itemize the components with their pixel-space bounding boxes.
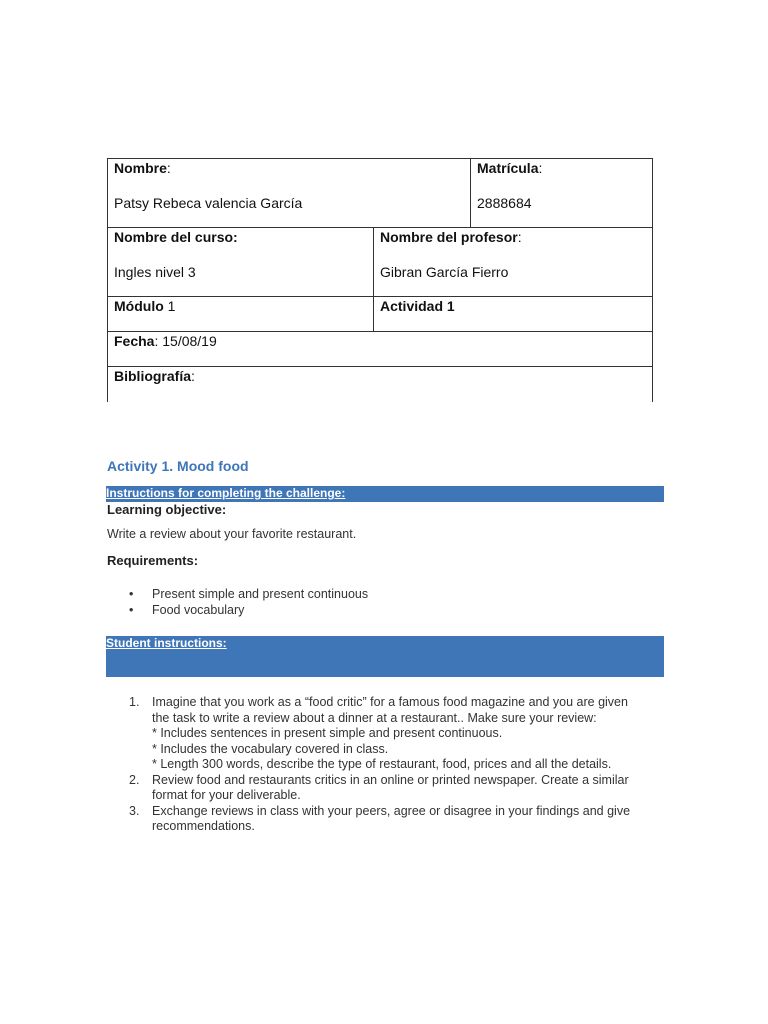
step-line: * Length 300 words, describe the type of restaurant, food, prices and all the details.: [152, 757, 612, 771]
matricula-value: 2888684: [477, 195, 532, 211]
step-line: Imagine that you work as a “food critic” for a famous food magazine and you are given: [152, 695, 628, 709]
activity-title: Activity 1. Mood food: [107, 458, 249, 474]
requirements-list: [107, 586, 368, 618]
nombre-cell: Nombre: Patsy Rebeca valencia García: [108, 159, 471, 228]
learning-objective-text: Write a review about your favorite restaurant.: [107, 527, 357, 541]
step-line: * Includes sentences in present simple and present continuous.: [152, 726, 503, 740]
actividad-label: Actividad 1: [380, 298, 455, 314]
step-number: 3.: [129, 803, 140, 818]
bibliografia-label: Bibliografía: [114, 368, 192, 384]
list-item: • Present simple and present continuous: [107, 586, 368, 602]
curso-label: Nombre del curso:: [114, 229, 238, 245]
step-line: recommendations.: [152, 819, 255, 833]
bibliografia-cell: Bibliografía:: [108, 367, 653, 402]
requirements-label: Requirements:: [107, 553, 199, 568]
step-line: * Includes the vocabulary covered in class.: [152, 741, 389, 756]
step-number: 1.: [129, 695, 140, 709]
modulo-cell: [108, 297, 374, 332]
actividad-cell: [374, 297, 653, 332]
list-item: • Food vocabulary: [107, 602, 368, 618]
instructions-bar: Instructions for completing the challenge:: [106, 486, 664, 502]
student-instructions-bar: Student instructions:: [106, 636, 664, 677]
modulo-label: Módulo: [114, 298, 164, 314]
profesor-cell: Nombre del profesor: Gibran García Fierro: [374, 228, 653, 297]
list-item: [107, 695, 667, 773]
list-item: [107, 773, 667, 804]
step-line: Exchange reviews in class with your peers, agree or disagree in your findings and give: [152, 803, 631, 818]
modulo-value: 1: [167, 298, 176, 314]
fecha-cell: Fecha: 15/08/19: [108, 332, 653, 367]
student-info-table: [107, 158, 653, 402]
steps-list: [107, 695, 667, 835]
curso-value: Ingles nivel 3: [114, 264, 196, 280]
step-number: 2.: [129, 772, 140, 787]
fecha-value: 15/08/19: [162, 333, 217, 349]
step-line: the task to write a review about a dinner at a restaurant.. Make sure your review:: [152, 710, 597, 725]
matricula-label: Matrícula: [477, 160, 539, 176]
matricula-cell: Matrícula: 2888684: [471, 159, 653, 228]
curso-cell: [108, 228, 374, 297]
nombre-value: Patsy Rebeca valencia García: [114, 195, 303, 211]
fecha-label: Fecha: [114, 333, 155, 349]
step-line: format for your deliverable.: [152, 788, 301, 802]
profesor-value: Gibran García Fierro: [380, 264, 509, 280]
step-line: Review food and restaurants critics in an online or printed newspaper. Create a similar: [152, 772, 629, 787]
learning-objective-label: Learning objective:: [107, 502, 227, 517]
nombre-label: Nombre: [114, 160, 167, 176]
list-item: [107, 804, 667, 835]
profesor-label: Nombre del profesor: [380, 229, 518, 245]
